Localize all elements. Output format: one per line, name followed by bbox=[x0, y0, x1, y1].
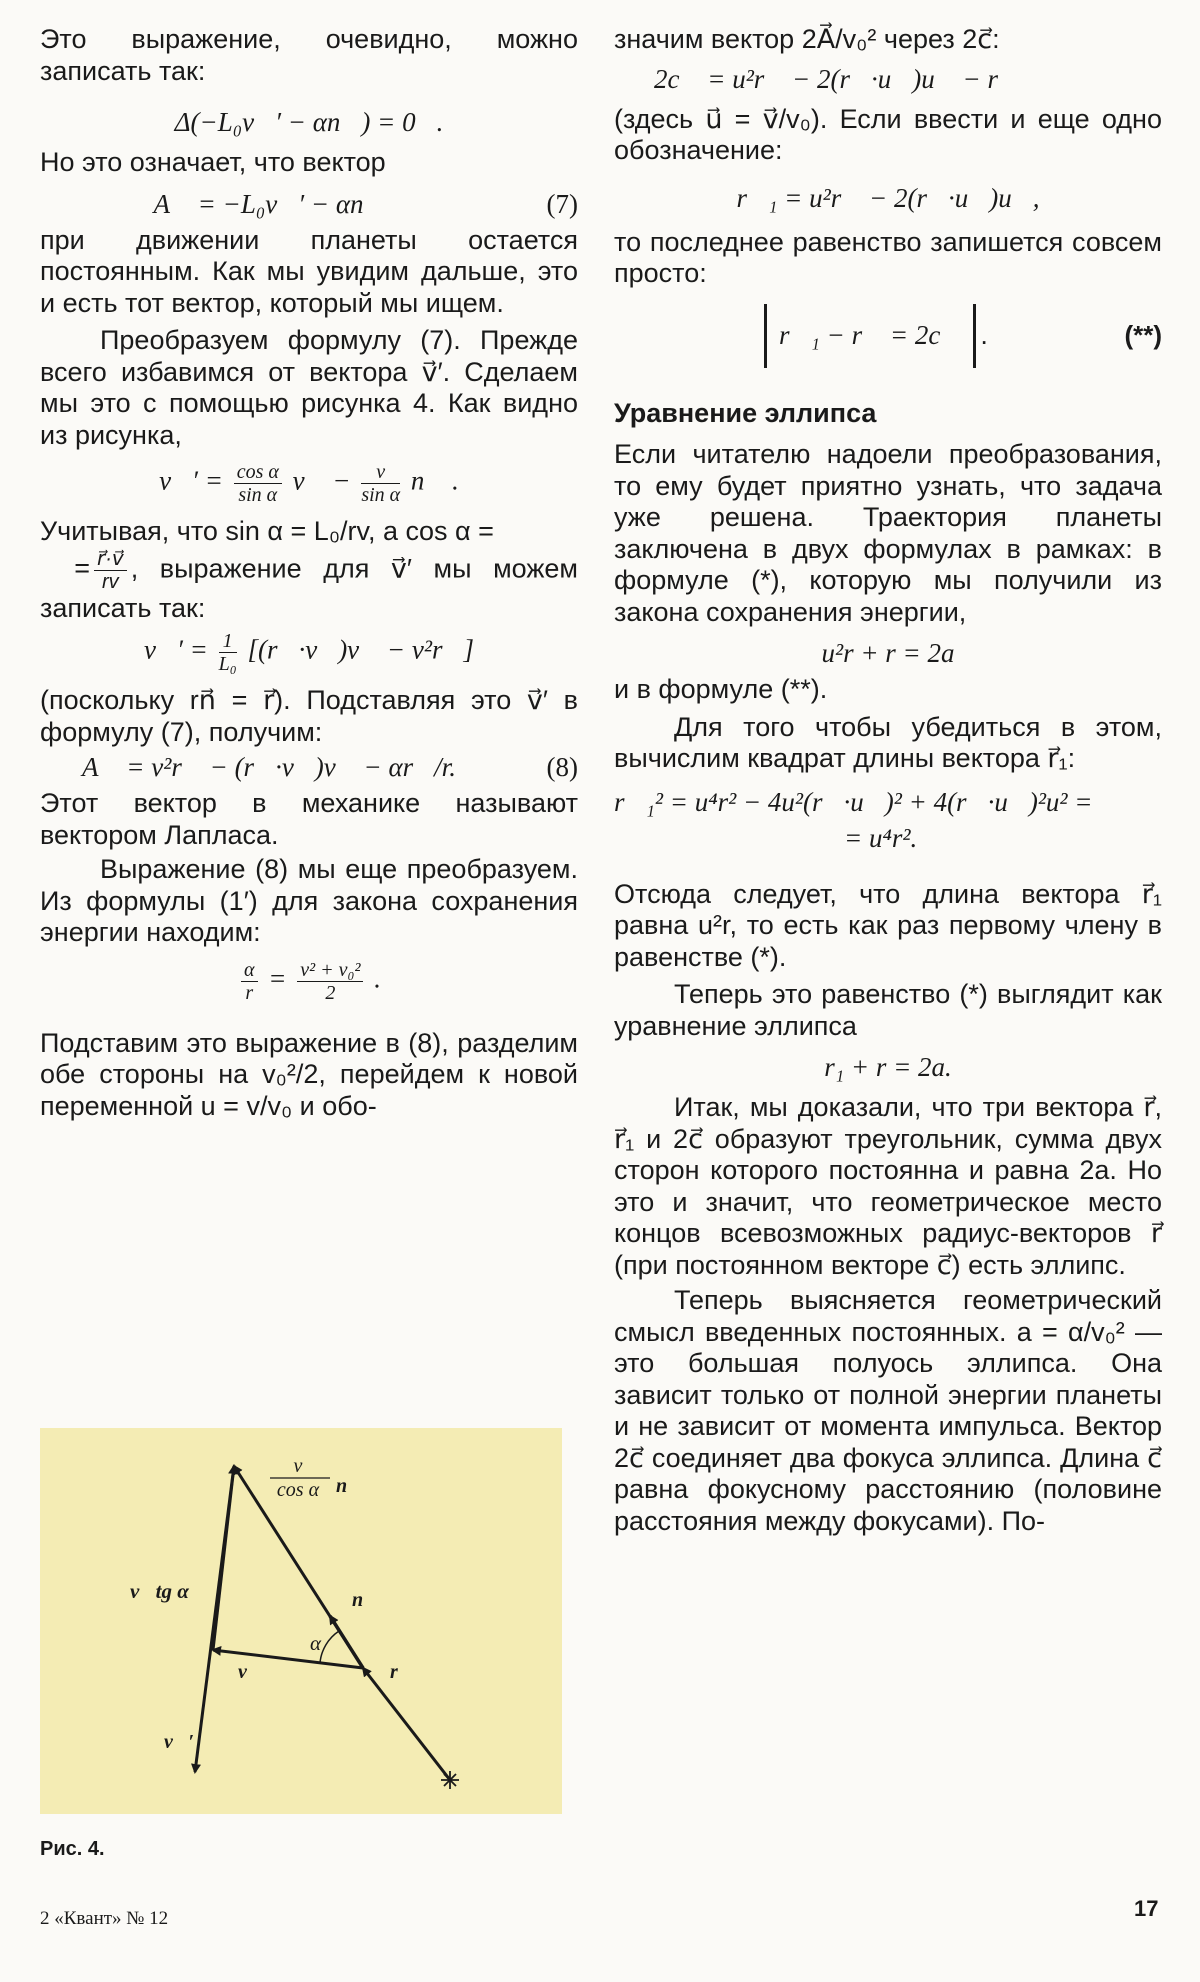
vector-n bbox=[330, 1616, 363, 1668]
fraction-numerator: cos α bbox=[234, 461, 282, 484]
section-heading: Уравнение эллипса bbox=[614, 397, 877, 428]
fraction bbox=[297, 959, 363, 1004]
fraction bbox=[94, 548, 127, 593]
boxed-equation-row: r⃗₁ − r⃗ = 2c⃗ . (**) bbox=[614, 304, 1162, 368]
equation-text: v⃗′ = bbox=[144, 634, 208, 665]
footer-journal: 2 «Квант» № 12 bbox=[40, 1908, 169, 1929]
equation-7 bbox=[40, 187, 578, 221]
equation-square-1: r⃗₁² = u⁴r² − 4u²(r⃗·u⃗)² + 4(r⃗·u⃗)²u² = bbox=[614, 786, 1093, 817]
equation-text: v⃗′ = bbox=[159, 465, 223, 496]
fraction-numerator: r⃗·v⃗ bbox=[94, 548, 127, 571]
equation-text: [(r⃗·v⃗)v⃗ − v²r⃗] bbox=[247, 634, 474, 665]
fraction-numerator: 1 bbox=[219, 630, 237, 653]
paragraph-text: Учитывая, что sin α = L₀/rv, а cos α = bbox=[40, 516, 494, 546]
equation-ellipse: r₁ + r = 2a. bbox=[824, 1052, 952, 1082]
label-vprime: v⃗′ bbox=[164, 1731, 195, 1753]
label-n-vec: n⃗ bbox=[336, 1475, 363, 1497]
boxed-equation: r⃗₁ − r⃗ = 2c⃗ bbox=[764, 304, 976, 368]
paragraph: и в формуле (**). bbox=[614, 674, 828, 704]
label-n: n⃗ bbox=[352, 1589, 379, 1611]
fraction-denominator: r bbox=[245, 981, 254, 1004]
paragraph: Этот вектор в механике называют вектором Лапласа. bbox=[40, 788, 578, 850]
fraction bbox=[361, 461, 400, 506]
paragraph: Для того чтобы убедиться в этом, вычислим квадрат длины вектора r⃗₁: bbox=[614, 711, 1162, 773]
label-v: v⃗ bbox=[238, 1661, 263, 1683]
label-r: r⃗ bbox=[390, 1661, 414, 1683]
paragraph: значим вектор 2A⃗/v₀² через 2c⃗: bbox=[614, 24, 1000, 54]
fraction bbox=[241, 959, 258, 1004]
paragraph: Итак, мы доказали, что три вектора r⃗, r⃗₁ и 2c⃗ образуют треугольник, сумма двух сторон которого постоянна и равна 2a. Но это и значит, что геометрическое место концов всевозможных радиус-векторов r⃗ (при постоянном векторе c⃗) есть эллипс. bbox=[614, 1092, 1162, 1280]
paragraph: при движении планеты остается постоянным. Как мы увидим дальше, это и есть тот вектор, который мы ищем. bbox=[40, 224, 578, 318]
paragraph: Если читателю надоели преобразования, то ему будет приятно узнать, что задача уже решена. Траектория планеты заключена в двух формулах в рамках: в формуле (*), которую мы получили из закона сохранения энергии, bbox=[614, 439, 1162, 627]
paragraph: (поскольку rn⃗ = r⃗). Подставляя это v⃗′ в формулу (7), получим: bbox=[40, 685, 578, 747]
vector-vprime bbox=[195, 1466, 234, 1772]
page-number: 17 bbox=[1134, 1896, 1159, 1921]
fraction-numerator: v bbox=[361, 461, 400, 484]
equation-text: v⃗ − bbox=[292, 465, 351, 496]
paragraph: Учитывая, что sin α = L₀/rv, а cos α = = $\frac{r⃗\cdot v⃗}{rv}$ , выражение для v⃗′ мы можем записать так: bbox=[40, 516, 578, 623]
equation-8-body: A⃗ = v²r⃗ − (r⃗·v⃗)v⃗ − αr⃗/r. bbox=[82, 752, 456, 782]
fraction bbox=[219, 630, 237, 675]
equation-r1: r⃗₁ = u²r⃗ − 2(r⃗·u⃗)u⃗, bbox=[736, 182, 1040, 213]
paragraph: Теперь это равенство (*) выглядит как уравнение эллипса bbox=[614, 979, 1162, 1041]
equation-energy: $\frac{\alpha}{r}$ = $\frac{\text{v² + v₀²}}{2}$ . bbox=[40, 959, 578, 1004]
boxed-equation-tag: (**) bbox=[1124, 320, 1162, 350]
fraction-numerator: v² + v₀² bbox=[297, 959, 363, 982]
equation-u2r: u²r + r = 2a bbox=[821, 638, 955, 668]
left-column bbox=[40, 24, 578, 1122]
vector-r bbox=[363, 1668, 450, 1780]
fraction-numerator: α bbox=[241, 959, 258, 982]
paragraph: Преобразуем формулу (7). Прежде всего избавимся от вектора v⃗′. Сделаем мы это с помощью рисунка 4. Как видно из рисунка, bbox=[40, 325, 578, 450]
angle-arc bbox=[320, 1631, 339, 1663]
paragraph-text: , выражение для v⃗′ мы можем записать так: bbox=[40, 553, 578, 623]
equation-delta: Δ(−L₀v⃗′ − αn⃗) = 0⃗. bbox=[174, 107, 444, 137]
label-n-den: cos α bbox=[276, 1479, 320, 1501]
equation-2c: 2c⃗ = u²r⃗ − 2(r⃗·u⃗)u⃗ − r⃗ bbox=[654, 63, 1020, 94]
equation-7-body: A⃗ = −L₀v⃗′ − αn⃗ bbox=[153, 188, 385, 219]
paragraph: Подставим это выражение в (8), разделим обе стороны на v₀²/2, перейдем к новой переменной u = v/v₀ и обо- bbox=[40, 1027, 578, 1121]
label-vtg: v⃗tg α bbox=[130, 1579, 189, 1603]
paragraph: то последнее равенство запишется совсем просто: bbox=[614, 226, 1162, 288]
equation-vprime-2 bbox=[40, 630, 578, 675]
equation-square-2: = u⁴r². bbox=[844, 822, 918, 853]
vector-v bbox=[213, 1650, 363, 1668]
fraction bbox=[234, 461, 282, 506]
vector-diagram bbox=[40, 1428, 562, 1814]
equation-vprime bbox=[40, 461, 578, 506]
paragraph: Выражение (8) мы еще преобразуем. Из формулы (1′) для закона сохранения энергии находим: bbox=[40, 854, 578, 947]
fraction-denominator: sin α bbox=[361, 484, 401, 506]
right-column bbox=[614, 24, 1162, 1537]
fraction-denominator: 2 bbox=[325, 981, 336, 1004]
fraction-denominator: rv bbox=[102, 570, 119, 593]
paragraph: Но это означает, что вектор bbox=[40, 147, 386, 177]
equation-7-tag: (7) bbox=[546, 188, 578, 219]
equation-8-tag: (8) bbox=[546, 752, 578, 782]
label-alpha: α bbox=[310, 1631, 322, 1655]
paragraph: Это выражение, очевидно, можно записать так: bbox=[40, 24, 578, 86]
equation-8 bbox=[40, 750, 578, 784]
figure-caption: Рис. 4. bbox=[40, 1838, 105, 1860]
figure-4 bbox=[40, 1428, 562, 1814]
paragraph: Отсюда следует, что длина вектора r⃗₁ равна u²r, то есть как раз первому члену в равенстве (*). bbox=[614, 878, 1162, 972]
equation-text: n⃗ . bbox=[410, 465, 459, 496]
fraction-denominator: L₀ bbox=[218, 653, 237, 675]
paragraph: Теперь выясняется геометрический смысл введенных постоянных. a = α/v₀² — это большая полуось эллипса. Она зависит только от полной энергии планеты и не зависит от момента импульса. Вектор 2c⃗ соединяет два фокуса эллипса. Длина c⃗ равна фокусному расстоянию (половине расстояния между фокусами). По- bbox=[614, 1285, 1162, 1536]
label-n-num: v bbox=[293, 1455, 303, 1477]
paragraph: (здесь u⃗ = v⃗/v₀). Если ввести и еще одно обозначение: bbox=[614, 103, 1162, 165]
fraction-denominator: sin α bbox=[238, 484, 278, 506]
